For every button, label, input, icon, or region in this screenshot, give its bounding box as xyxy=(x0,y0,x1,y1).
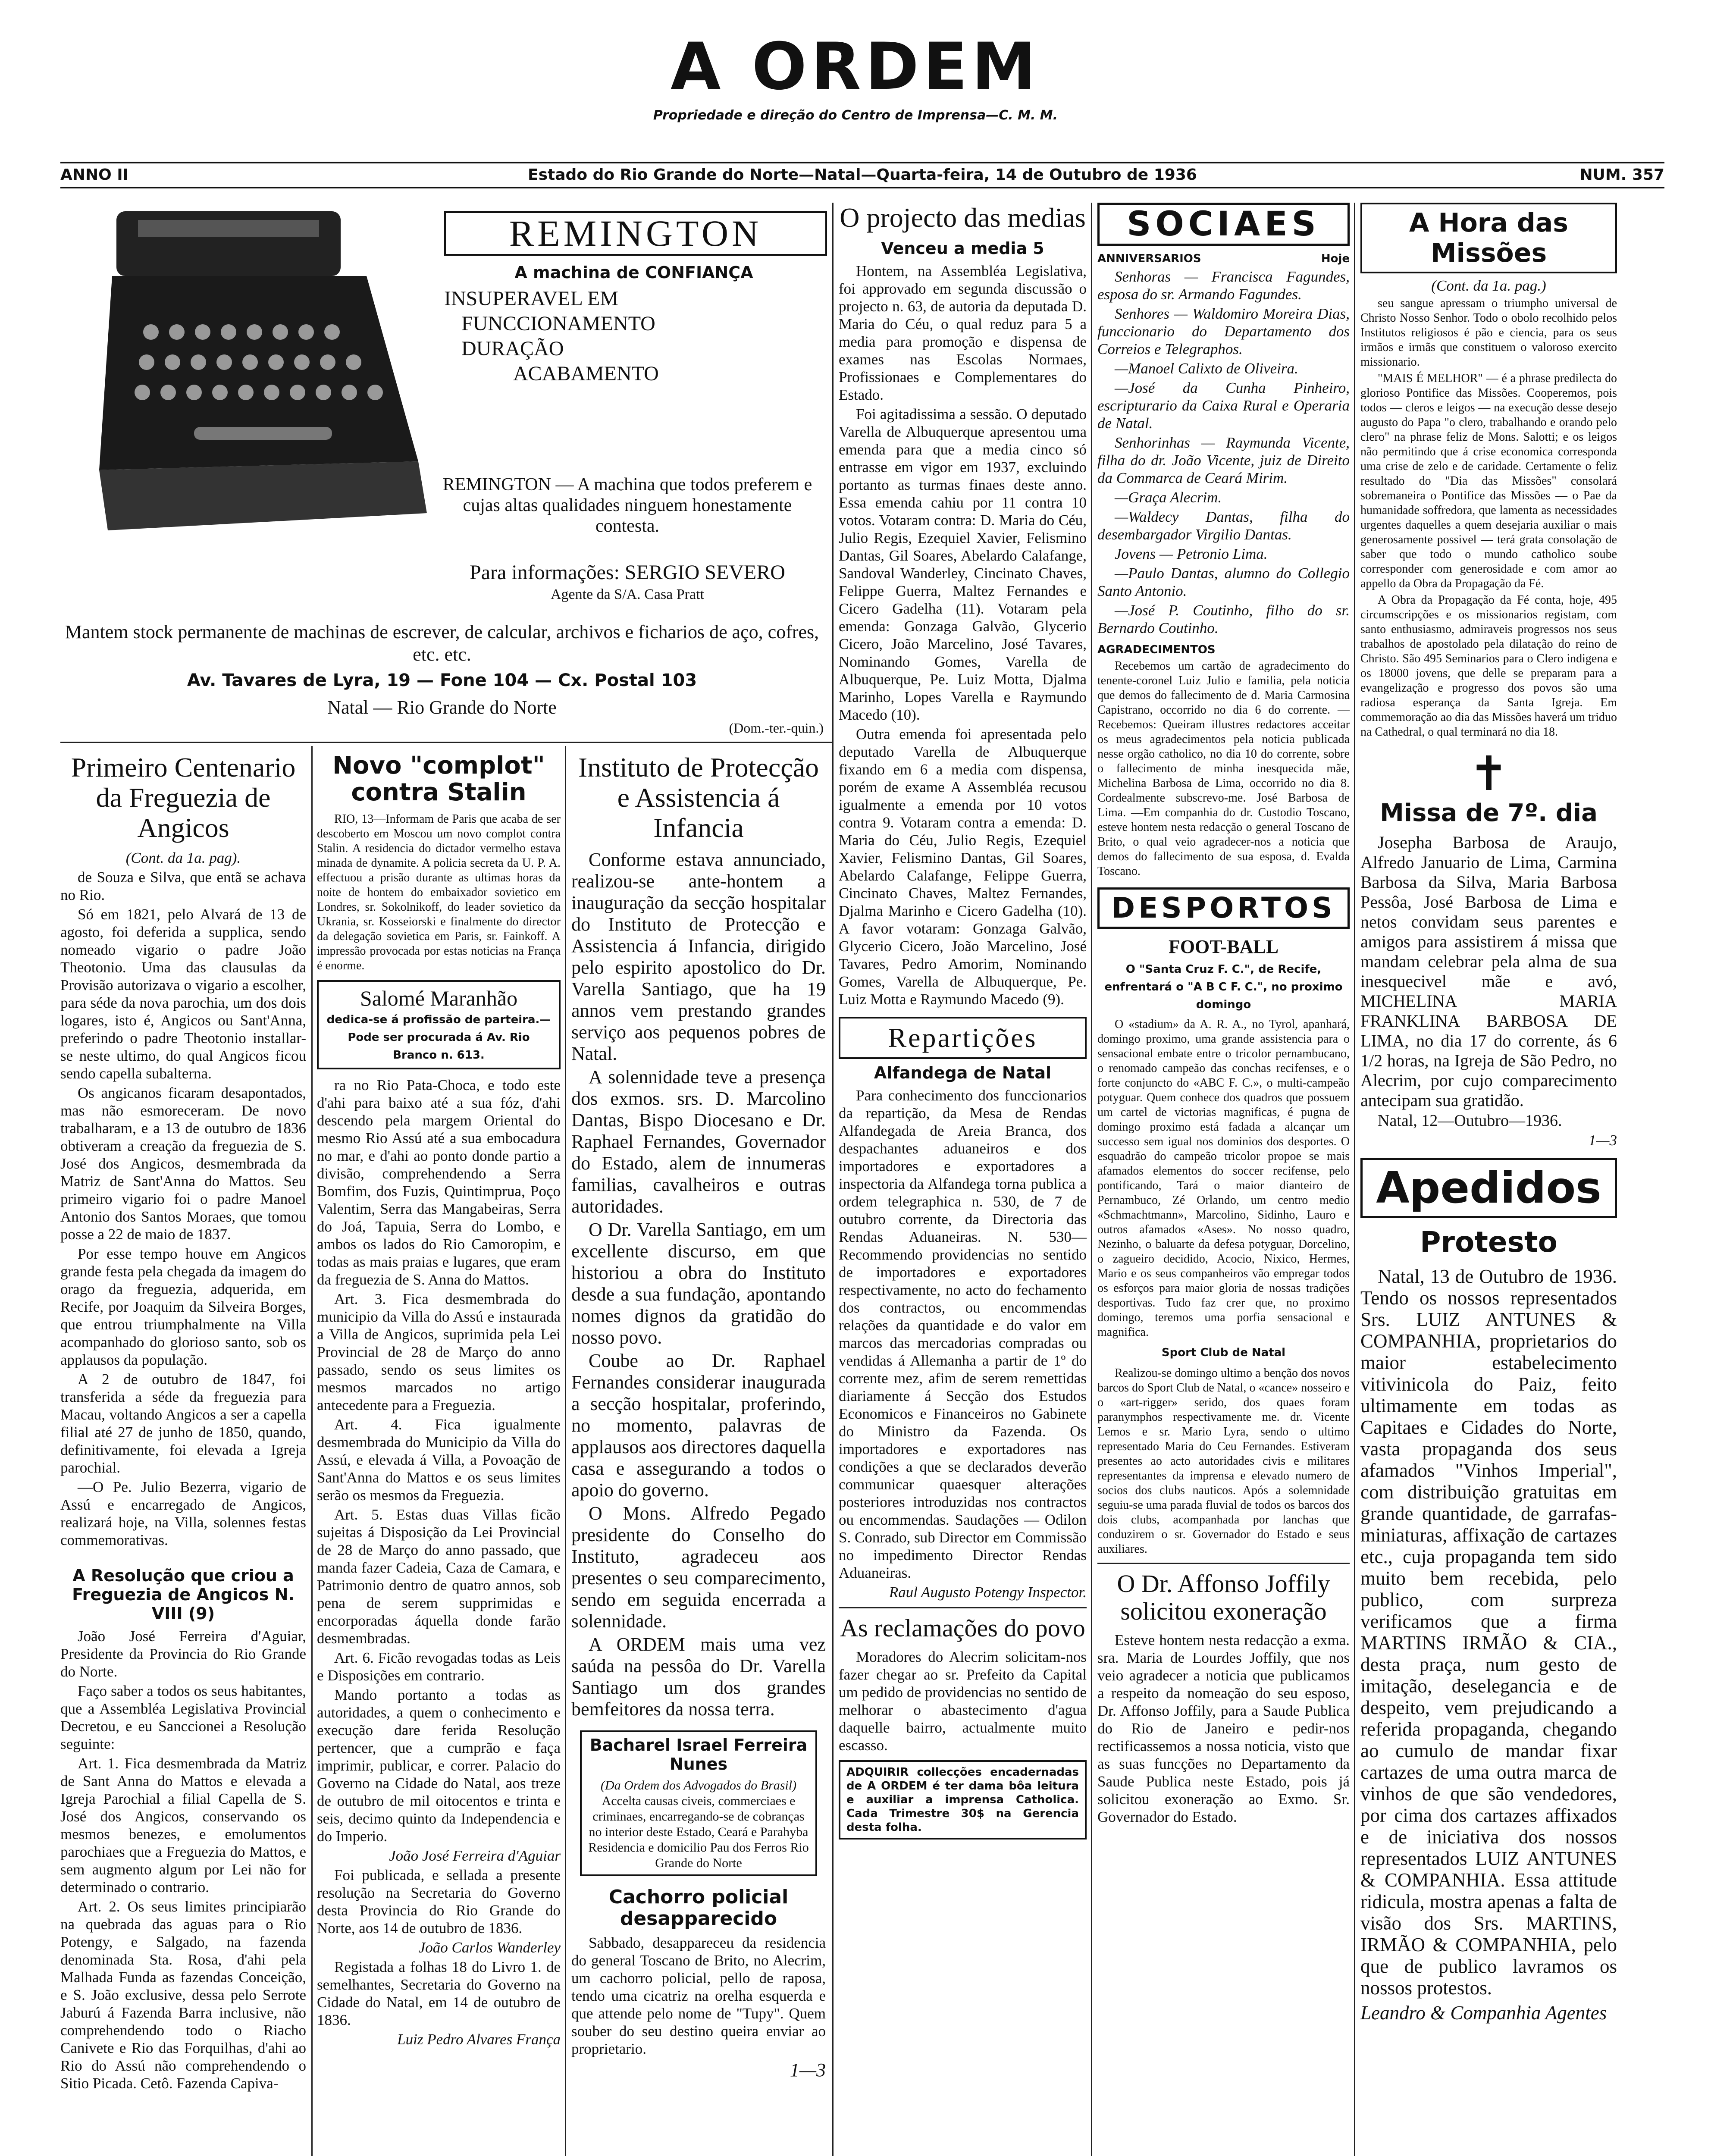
year-label: ANNO II xyxy=(60,166,129,184)
newspaper-subtitle: Propriedade e direção do Centro de Imprensa—C. M. M. xyxy=(653,108,1058,123)
missa-date: Natal, 12—Outubro—1936. xyxy=(1378,1112,1562,1130)
centenario-article xyxy=(60,752,306,2092)
joffily-body: Esteve hontem nesta redacção a exma. sra. Maria de Lourdes Joffily, que nos veio agradecer a noticia que publicamos a respeito da nomeação do seu esposo, Dr. Affonso Joffily, para a Saude Publica do Rio de Janeiro e pedir-nos rectificassemos a nossa noticia, visto que as suas funcções no Departamento da Saude Publica neste Estado, pois já solicitou exoneração ao Exmo. Sr. Governador do Estado. xyxy=(1097,1632,1350,1825)
article-paragraph: A 2 de outubro de 1847, foi transferida a séde da freguezia para Macau, voltando Angicos a ser a capella filial até 27 de junho de 1850, quando, definitivamente, foi elevada a Igreja parochial. xyxy=(60,1371,306,1476)
newspaper-title: A ORDEM xyxy=(671,29,1040,104)
missa-title: Missa de 7º. dia xyxy=(1380,799,1598,827)
article-paragraph: Os angicanos ficaram desapontados, mas não esmoreceram. De novo trabalharam, e a 13 de outubro de 1836 obtiveram a creação da freguezia de S. José dos Angicos, desmembrada da Matriz de Sant'Anna do Mattos. Seu primeiro vigario foi o padre Manoel Antonio dos Santos Moraes, que tomou posse a 22 de maio de 1837. xyxy=(60,1084,306,1243)
centenario-title: Primeiro Centenario da Freguezia de Angicos xyxy=(71,752,296,843)
section-rule xyxy=(839,1607,1087,1608)
article-paragraph: O Mons. Alfredo Pegado presidente do Conselho do Instituto, agradeceu aos presentes o seu comparecimento, sendo em seguida encerrada a solennidade. xyxy=(571,1503,826,1632)
article-paragraph: Registada a folhas 18 do Livro 1. de semelhantes, Secretaria do Governo na Cidade do Natal, em 14 de outubro de 1836. xyxy=(317,1959,561,2028)
social-item: Senhorinhas — Raymunda Vicente, filha do dr. João Vicente, juiz de Direito da Commarca de Ceará Mirim. xyxy=(1097,434,1350,486)
medias-subtitle: Venceu a media 5 xyxy=(881,239,1044,258)
typewriter-illustration xyxy=(99,203,431,582)
remington-city: Natal — Rio Grande do Norte xyxy=(327,697,557,718)
reparticoes-title: Repartições xyxy=(839,1017,1087,1059)
medias-title: O projecto das medias xyxy=(840,202,1086,233)
instituto-title: Instituto de Protecção e Assistencia á Infancia xyxy=(578,752,819,843)
cachorro-title: Cachorro policial desapparecido xyxy=(608,1886,789,1930)
sport-club-heading: Sport Club de Natal xyxy=(1161,1346,1286,1359)
article-paragraph: Para conhecimento dos funccionarios da repartição, da Mesa de Rendas Alfandegada de Areia Branca, dos despachantes aduaneiros e dos importadores e exportadores a inspectoria da Alfandega torna publica a ordem telegraphica n. 530, de 7 de outubro corrente, da Directoria das Rendas Aduaneiras. N. 530—Recommendo providencias no sentido de importadores e exportadores respectivamente, no acto do fechamento dos contractos, ou encommendas relações da quantidade e do valor em marcos das mercadorias compradas ou vendidas á Allemanha a partir de 1º do corrente mez, afim de serem remettidas diariamente á Secção dos Estudos Economicos e Financeiros no Gabinete do Ministro da Fazenda. Os importadores e exportadores nas condições a que se declarados deverão communicar quaesquer alterações posteriores introduzidas nos contractos ou encommendas. Saudações — Odilon S. Conrado, sub Director em Commissão no impedimento Director Rendas Aduaneiras. xyxy=(839,1087,1087,1581)
article-paragraph: Foi agitadissima a sessão. O deputado Varella de Albuquerque apresentou uma emenda para que a media cinco só entrasse em vigor em 1937, excluindo portanto as turmas finaes deste anno. Essa emenda cahiu por 11 contra 10 votos. Votaram contra: D. Maria do Céu, Julio Regis, Ezequiel Xavier, Felismino Dantas, Gil Soares, Abelardo Calafange, Sandoval Wanderley, Cincinato Chaves, Felippe Guerra, Maltez Fernandes e Cicero Gadelha (11). Votaram pela emenda: Gonzaga Galvão, Glycerio Cicero, João Marcelino, José Tavares, Nominando Gomes, Varella de Albuquerque, Pe. Luiz Motta, Djalma Marinho, Lopes Varella e Raymundo Macedo (10). xyxy=(839,406,1087,723)
sociaes-section xyxy=(1097,203,1350,1826)
reclamacoes-title: As reclamações do povo xyxy=(840,1614,1085,1642)
article-paragraph: "MAIS É MELHOR" — é a phrase predilecta do glorioso Pontifice das Missões. Cooperemos, pois todos — cleros e leigos — na execução desse desejo augusto do Papa "o clero, trabalhando e orando pelo clero" na phrase feliz de Mons. Salotti; e os leigos não permitindo que á crise economica corresponda uma crise de zelo e de caridade. Certamente o feliz resultado do "Dia das Missões" consolará sobremaneira o Pontifice das Missões — o Pae da humanidade soffredora, que lamenta as necessidades urgentes daquelles a quem desejaria auxiliar o mais generosamente possivel — terá grata consolação de saber que todo o mundo catholico soube corresponder com generosidade e com amor ao appello da Obra da Propagação da Fé. xyxy=(1360,372,1617,590)
remington-stock: Mantem stock permanente de machinas de escrever, de calcular, archivos e ficharios de aço, cofres, etc. etc. xyxy=(65,621,819,665)
article-paragraph: Conforme estava annunciado, realizou-se ante-hontem a inauguração da secção hospitalar do Instituto de Protecção e Assistencia á Infancia, dirigido pelo espirito apostolico do Dr. Varella Santiago, que ha 19 annos vem prestando grandes serviço aos pequenos pobres de Natal. xyxy=(571,849,826,1064)
article-paragraph: Faço saber a todos os seus habitantes, que a Assembléa Legislativa Provincial Decretou, e eu Sanccionei a Resolução seguinte: xyxy=(60,1683,306,1752)
salome-body: dedica-se á profissão de parteira.—Pode ser procurada á Av. Rio Branco n. 613. xyxy=(326,1013,551,1062)
social-item: —José P. Coutinho, filho do sr. Bernardo Coutinho. xyxy=(1097,602,1350,636)
remington-title: REMINGTON xyxy=(444,211,827,256)
article-paragraph: A Obra da Propagação da Fé conta, hoje, 495 circumscripções e os missionarios registam, com santo enthusiasmo, admiraveis progressos nos seus trabalhos de apostolado pela dilatação do reino de Christo. São 495 Seminarios para o Clero indigena e os 18000 jovens, que delle se preparam para a evangelização e progresso dos povos são uma radiosa esperança da Santa Igreja. Em commemoração ao dia das Missões haverá um triduo na Cathedral, o qual terminará no dia 18. xyxy=(1360,593,1617,739)
cachorro-body: Sabbado, desappareceu da residencia do general Toscano de Brito, no Alecrim, um cachorro policial, pello de raposa, tendo uma cicatriz na orelha esquerda e que attende pelo nome de "Tupy". Quem souber do seu destino queira enviar ao proprietario. xyxy=(571,1934,826,2057)
medias-article xyxy=(839,203,1087,1839)
protesto-signature: Leandro & Companhia Agentes xyxy=(1360,2002,1607,2024)
agradecimentos-body: Recebemos um cartão de agradecimento do tenente-coronel Luiz Julio e familia, pela noticia que demos do fallecimento de d. Maria Carmosina Capistrano, occorrido no dia 6 do corrente. —Recebemos: Queiram illustres redactores acceitar os meus agradecimentos pela noticia publicada nesse orgão catholico, no dia 10 do corrente, sobre o fallecimento de minha inesquecida mãe, Michelina Barbosa de Lima, occorrido no dia 8. Cordealmente subscrevo-me. José Barbosa de Lima. —Em companhia do dr. Custodio Toscano, esteve hontem nesta redacção o general Toscano de Brito, o qual veio agradecer-nos a noticia que demos do fallecimento de sua esposa, d. Evalda Toscano. xyxy=(1097,659,1350,878)
social-item: —José da Cunha Pinheiro, escripturario da Caixa Rural e Operaria de Natal. xyxy=(1097,379,1350,432)
signature: João Carlos Wanderley xyxy=(418,1939,561,1956)
article-paragraph: João José Ferreira d'Aguiar, Presidente da Provincia do Rio Grande do Norte. xyxy=(60,1628,306,1680)
article-paragraph: Art. 3. Fica desmembrada do municipio da Villa do Assú e instaurada a Villa de Angicos, suprimida pela Lei Provincial de 28 de Março do anno passado, sendo os seus limites os mesmos marcados no artigo antecedente para a Freguezia. xyxy=(317,1291,561,1413)
lawyer-ad xyxy=(580,1730,817,1876)
social-item: —Manoel Calixto de Oliveira. xyxy=(1115,360,1298,377)
article-paragraph: Art. 6. Ficão revogadas todas as Leis e Disposições em contrario. xyxy=(317,1649,561,1684)
article-paragraph: Art. 4. Fica igualmente desmembrada do Municipio da Villa do Assú, e elevada á Villa, a Povoação de Sant'Anna do Mattos e os seus limites serão os mesmos da Freguezia. xyxy=(317,1416,561,1504)
article-paragraph: Art. 1. Fica desmembrada da Matriz de Sant Anna do Mattos e elevada a Igreja Parochial a filial Capella de S. José dos Angicos, conservando os mesmos benezes, e emolumentos parochiaes que a Freguezia do Mattos, e sem augmento algum por Lei não for determinado o contrario. xyxy=(60,1755,306,1896)
instituto-article xyxy=(571,752,826,2081)
complot-body: RIO, 13—Informam de Paris que acaba de ser descoberto em Moscou um novo complot contra Stalin. A residencia do dictador vermelho estava minada de dynamite. A policia secreta da U. P. A. effectuou a prisão durante as ultimas horas da noite de hontem do embaixador sovietico em Londres, sr. Sokolnikoff, do leader sovietico da Ukrania, sr. Kosseiorski e finalmente do director da delegação sovietica em Paris, sr. Fainkoff. A impressão provocada por estas noticias na França é enorme. xyxy=(317,812,561,972)
article-paragraph: ra no Rio Pata-Choca, e todo este d'ahi para baixo até a sua fóz, d'ahi descendo pela margem Oriental do mesmo Rio Assú até a sua embocadura no mar, e d'ahi ao ponto donde partio a divisão, comprehendendo a Serra Bomfim, dos Fuzis, Quintimprua, Poço Valentim, Serra das Mangabeiras, Serra do Joá, Tapuia, Serra do Lombo, e ambos os lados do Rio Camoropim, e todas as mais praias e lugares, que eram da freguezia de S. Anna do Mattos. xyxy=(317,1077,561,1288)
sport-club-body: Realizou-se domingo ultimo a benção dos novos barcos do Sport Club de Natal, o «cance» nosseiro e o «art-rigger» serido, dos quaes foram paranymphos respectivamente me. dr. Vicente Lemos e sr. Mario Lyra, sendo o ultimo representado Maria do Ceu Fernandes. Estiveram presentes ao acto autoridades civis e militares representantes da imprensa e elevado numero de socios dos clubs nauticos. Após a solemnidade seguiu-se uma parada fluvial de todos os barcos dos dois clubs, acompanhada por lanchas que conduzirem o sr. Governador do Estado e seus auxiliares. xyxy=(1097,1366,1350,1556)
social-item: Senhoras — Francisca Fagundes, esposa do sr. Armando Fagundes. xyxy=(1097,268,1350,303)
remington-ad xyxy=(444,263,824,386)
salome-title: Salomé Maranhão xyxy=(360,986,518,1010)
anniversary-header xyxy=(1097,250,1350,268)
column-rule xyxy=(1091,203,1092,2156)
signature: Raul Augusto Potengy Inspector. xyxy=(889,1584,1087,1601)
article-paragraph: Coube ao Dr. Raphael Fernandes considerar inaugurada a secção hospitalar, proferindo, no momento, palavras de applausos aos directores daquella casa e assegurando a todos o apoio do governo. xyxy=(571,1350,826,1501)
sociaes-title: SOCIAES xyxy=(1097,203,1350,246)
dateline xyxy=(60,162,1664,188)
today-label: Hoje xyxy=(1321,252,1350,265)
agradecimentos-heading: AGRADECIMENTOS xyxy=(1097,643,1216,656)
football-subheading: O "Santa Cruz F. C.", de Recife, enfrentará o "A B C F. C.", no proximo domingo xyxy=(1104,963,1343,1011)
remington-agent: Agente da S/A. Casa Pratt xyxy=(551,586,704,602)
section-rule xyxy=(60,742,832,743)
article-paragraph: Foi publicada, e sellada a presente resolução na Secretaria do Governo desta Provincia do Rio Grande do Norte, aos 14 de outubro de 1836. xyxy=(317,1867,561,1937)
article-paragraph: Por esse tempo houve em Angicos grande festa pela chegada da imagem do orago da freguezia, adquerida, em Recife, por Joaquim da Silveira Borges, que entrou triumphalmente na Villa acompanhado do glorioso santo, sob os applausos da população. xyxy=(60,1245,306,1368)
article-paragraph: Mando portanto a todas as autoridades, a quem o conhecimento e execução dare ferida Resolução pertencer, que a cumprão e faça imprimir, publicar, e correr. Palacio do Governo na Cidade do Natal, aos treze de outubro de mil oitocentos e trinta e seis, decimo quinto da Independencia e do Imperio. xyxy=(317,1686,561,1845)
remington-line-1: INSUPERAVEL EM xyxy=(444,287,619,310)
remington-line-2: FUNCCIONAMENTO xyxy=(461,312,655,335)
remington-body: REMINGTON — A machina que todos preferem e cujas altas qualidades ninguem honestamente contesta. xyxy=(442,475,812,536)
joffily-title: O Dr. Affonso Joffily solicitou exoneração xyxy=(1117,1570,1330,1625)
missa-note: 1—3 xyxy=(1588,1132,1617,1149)
column-rule xyxy=(1354,203,1355,2156)
remington-tagline: A machina de CONFIANÇA xyxy=(514,263,753,282)
article-paragraph: seu sangue apressam o triumpho universal de Christo Nosso Senhor. Todo o obolo recolhido pelos Institutos religiosos é pão e ciencia, para os seus irmãos e irmãs que constituem o valoroso exercito missionario. xyxy=(1360,297,1617,369)
social-item: Senhores — Waldomiro Moreira Dias, funccionario do Departamento dos Correios e Telegraphos. xyxy=(1097,305,1350,357)
issue-number: NUM. 357 xyxy=(1579,166,1664,184)
article-paragraph: —O Pe. Julio Bezerra, vigario de Assú e encarregado de Angicos, realizará hoje, na Villa, solennes festas commemorativas. xyxy=(60,1479,306,1548)
article-paragraph: A ORDEM mais uma vez saúda na pessôa do Dr. Varella Santiago um dos grandes bemfeitores da nossa terra. xyxy=(571,1634,826,1720)
apedidos-title: Apedidos xyxy=(1360,1158,1617,1218)
protesto-body: Natal, 13 de Outubro de 1936. Tendo os nossos representados Srs. LUIZ ANTUNES & COMPANHIA, proprietarios do maior estabelecimento vitivinicola do Paiz, feito ultimamente em todas as Capitaes e Cidades do Norte, vasta propaganda dos seus afamados "Vinhos Imperial", com distribuição gratuitas em grande quantidade, de garrafas-miniaturas, affixação de cartazes etc., cuja propaganda tem sido muito bem recebida, pelo publico, com surpreza verificamos que a firma MARTINS IRMÃO & CIA., desta praça, num gesto de imitação, deselegancia e de despeito, vem prejudicando a referida propaganda, chegando ao cumulo de mandar fixar cartazes de uma outra marca de vinhos de que são vendedores, por cima dos cartazes affixados e de iniciativa dos nossos representados LUIZ ANTUNES & COMPANHIA. Essa attitude ridicula, mostra apenas a falta de visão dos Srs. MARTINS, IRMÃO & COMPANHIA, pelo que de publico lavramos os nossos protestos. xyxy=(1360,1266,1617,1999)
football-body: O «stadium» da A. R. A., no Tyrol, apanhará, domingo proximo, uma grande assistencia para o sensacional embate entre o tricolor pernambucano, o renomado campeão das conchas recifenses, e o forte conjuncto do «ABC F. C.», o multi-campeão potyguar. Quem conhece dos quadros que possuem um cartel de victorias magnificas, é pugna de domingo proximo está fadada a alcançar um successo sem igual nos dominios dos desportes. O esquadrão do campeão tricolor propoe se mais afamados elementos do soccer recifense, pelo pontificando, Tará o maior dianteiro de Pernambuco, Zé Orlando, um centro medio «Schmachtmann», Marcolino, Sidinho, Lauro e outros afamados «Ases». No nosso quadro, Nezinho, o baluarte da defesa potyguar, Dorcelino, o zagueiro decidido, Acocio, Nixico, Hermes, Mario e os seus companheiros vão empregar todos os esforços para maior gloria de nossas tradições desportivas. Tudo faz crer que, no proximo domingo, teremos uma porfia sensacional e magnifica. xyxy=(1097,1018,1350,1339)
article-paragraph: Hontem, na Assembléa Legislativa, foi approvado em segunda discussão o projecto n. 63, de autoria da deputada D. Maria do Céu, o qual reduz para 5 a media para promoção e dispensa de exames nas Escolas Normaes, Profissionaes e Complementares do Estado. xyxy=(839,263,1087,403)
anniversary-label: ANNIVERSARIOS xyxy=(1097,252,1201,265)
resolucao-heading: A Resolução que criou a Freguezia de Angicos N. VIII (9) xyxy=(72,1566,295,1623)
social-item: —Paulo Dantas, alumno do Collegio Santo Antonio. xyxy=(1097,565,1350,599)
lawyer-name: Bacharel Israel Ferreira Nunes xyxy=(589,1736,808,1774)
missoes-cont: (Cont. da 1a. pag.) xyxy=(1431,277,1546,294)
date-label: Estado do Rio Grande do Norte—Natal—Quarta-feira, 14 de Outubro de 1936 xyxy=(528,166,1197,184)
protesto-title: Protesto xyxy=(1420,1225,1557,1259)
column-rule xyxy=(565,746,566,2156)
lawyer-body: Accelta causas civeis, commerciaes e criminaes, encarregando-se de cobranças no interior deste Estado, Ceará e Parahyba xyxy=(589,1794,808,1839)
cachorro-note: 1—3 xyxy=(790,2059,826,2081)
missoes-title: A Hora das Missões xyxy=(1360,203,1617,273)
complot-title: Novo "complot" contra Stalin xyxy=(332,752,545,806)
remington-line-4: ACABAMENTO xyxy=(513,362,659,385)
signature: João José Ferreira d'Aguiar xyxy=(389,1847,561,1864)
remington-address: Av. Tavares de Lyra, 19 — Fone 104 — Cx. Postal 103 xyxy=(187,671,697,690)
article-paragraph: O Dr. Varella Santiago, em um excellente discurso, em que historiou a obra do Instituto desde a sua fundação, apontando nomes dignos da gratidão do nosso povo. xyxy=(571,1219,826,1348)
remington-line-3: DURAÇÃO xyxy=(461,337,564,360)
column-rule xyxy=(832,203,834,2156)
column-rule xyxy=(311,746,313,2156)
social-item: Jovens — Petronio Lima. xyxy=(1115,545,1268,562)
article-paragraph: A solennidade teve a presença dos exmos. srs. D. Marcolino Dantas, Bispo Diocesano e Dr. Raphael Fernandes, Governador do Estado, alem de innumeras familias, cavalheiros e outras autoridades. xyxy=(571,1066,826,1217)
signature: Luiz Pedro Alvares França xyxy=(397,2031,561,2048)
missa-body: Josepha Barbosa de Araujo, Alfredo Januario de Lima, Carmina Barbosa da Silva, Maria Barbosa Pessôa, José Barbosa de Lima e netos convidam seus parentes e amigos para assistirem á missa que mandam celebrar pela alma de sua inesquecivel mãe e avó, MICHELINA MARIA FRANKLINA BARBOSA DE LIMA, no dia 17 do corrente, ás 6 1/2 horas, na Igreja de São Pedro, no Alecrim, por cujo comparecimento antecipam sua gratidão. xyxy=(1360,833,1617,1110)
cross-icon: ✝ xyxy=(1469,748,1509,800)
article-paragraph: Moradores do Alecrim solicitam-nos fazer chegar ao sr. Prefeito da Capital um pedido de providencias no sentido de melhorar o abastecimento d'agua daquelle bairro, actualmente muito escasso. xyxy=(839,1648,1087,1754)
article-paragraph: Outra emenda foi apresentada pelo deputado Varella de Albuquerque fixando em 6 a media com dispensa, porém de exame A Assembléa recusou igualmente a emenda por 10 votos contra 9. Votaram contra a emenda: D. Maria do Céu, Julio Regis, Ezequiel Xavier, Felismino Dantas, Gil Soares, Abelardo Calafange, Felippe Guerra, Cincinato Chaves, Maltez Fernandes, Djalma Marinho e Cicero Gadelha (10). A favor votaram: Gonzaga Galvão, Glycerio Cicero, João Marcelino, José Tavares, Pedro Amorim, Nominando Gomes, Varella de Albuquerque, Pe. Luiz Motta e Raymundo Macedo (9). xyxy=(839,726,1087,1008)
masthead xyxy=(0,29,1711,123)
salome-ad xyxy=(317,980,561,1069)
adquirir-box: ADQUIRIR collecções encadernadas de A ORDEM é ter dama bôa leitura e auxiliar a imprensa Catholica. Cada Trimestre 30$ na Gerencia desta folha. xyxy=(839,1760,1087,1839)
lawyer-sub: (Da Ordem dos Advogados do Brasil) xyxy=(600,1778,797,1792)
section-rule xyxy=(1097,1563,1350,1564)
lawyer-address: Residencia e domicilio Pau dos Ferros Rio Grande do Norte xyxy=(588,1840,809,1870)
alfandega-heading: Alfandega de Natal xyxy=(874,1063,1052,1082)
article-paragraph: Art. 5. Estas duas Villas ficão sujeitas á Disposição da Lei Provincial de 28 de Março do anno passado, que manda fazer Cadeia, Caza de Camara, e Patrimonio dentro de quatro annos, sob pena de serem supprimidas e encorporadas áquella donde farão desmembradas. xyxy=(317,1506,561,1647)
social-item: —Waldecy Dantas, filha do desembargador Virgilio Dantas. xyxy=(1097,508,1350,543)
centenario-cont: (Cont. da 1a. pag). xyxy=(125,849,241,866)
complot-article xyxy=(317,752,561,2048)
article-paragraph: Art. 2. Os seus limites principiarão na quebrada das aguas para o Rio Potengy, e Salgado, na fazenda denominada Sta. Rosa, d'ahi pela Malhada Funda as fazendas Conceição, e S. João exclusive, dessa pelo Serrote Jaburú á Fazenda Barra inclusive, não comprehendendo todo o Riacho Canivete e Rio das Forquilhas, d'ahi ao Rio do Assú não comprehendendo o Sitio Picada. Cetô. Fazenda Capiva- xyxy=(60,1898,306,2092)
article-paragraph: Só em 1821, pelo Alvará de 13 de agosto, foi deferida a supplica, sendo nomeado vigario o padre João Theotonio. Uma das clausulas da Provisão autorizava o vigario a escolher, para séde da nova parochia, um dos dois logares, isto é, Angicos ou Sant'Anna, preferindo o padre Theotonio installar-se neste ultimo, do qual Angicos ficou sendo capella subalterna. xyxy=(60,906,306,1082)
social-item: —Graça Alecrim. xyxy=(1115,489,1222,506)
desportos-title: DESPORTOS xyxy=(1097,887,1350,929)
missoes-section xyxy=(1360,203,1617,2024)
football-heading: FOOT-BALL xyxy=(1168,936,1279,957)
remington-info: Para informações: SERGIO SEVERO xyxy=(470,561,785,584)
remington-note: (Dom.-ter.-quin.) xyxy=(729,720,824,736)
article-paragraph: de Souza e Silva, que entã se achava no Rio. xyxy=(60,869,306,903)
